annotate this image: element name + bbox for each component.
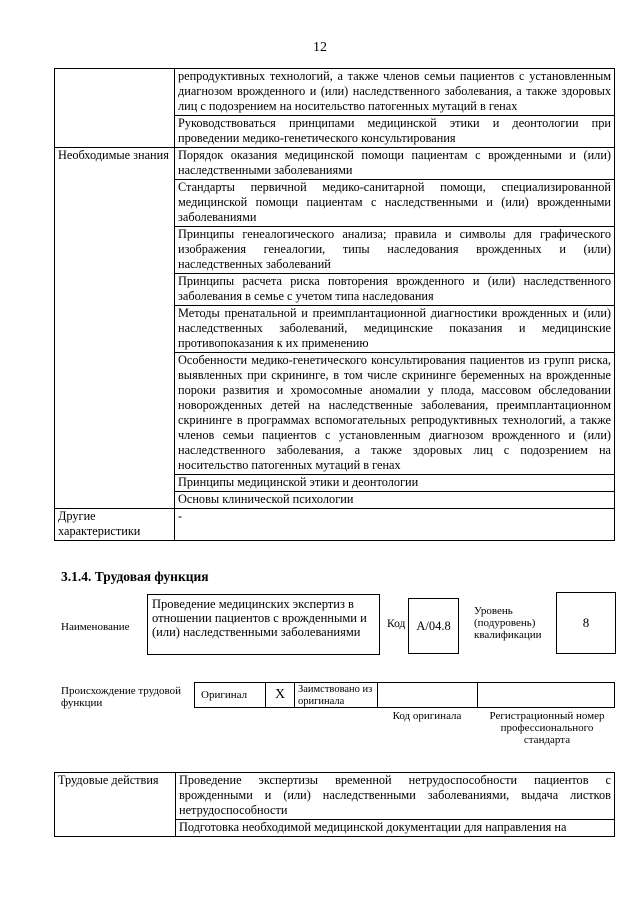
code-original-caption: Код оригинала <box>392 710 462 722</box>
row-label-knowledge: Необходимые знания <box>55 148 175 509</box>
row-text: - <box>175 509 615 541</box>
name-label: Наименование <box>61 621 130 633</box>
origin-box <box>194 682 615 708</box>
page-number: 12 <box>313 40 327 55</box>
function-name-value: Проведение медицинских экспертиз в отношении пациентов с врожденными и (или) наследственными заболеваниями <box>152 597 367 639</box>
code-value: A/04.8 <box>408 598 459 654</box>
borrowed-label: Заимствовано из оригинала <box>298 684 373 707</box>
row-label <box>55 69 175 148</box>
row-text: репродуктивных технологий, а также членов семьи пациентов с установленным диагнозом врожденного и (или) наследственного заболевания, а также здоровых лиц с подозрением на носительство патогенных мутаций в генах <box>175 69 615 116</box>
row-text: Принципы генеалогического анализа; правила и символы для графического изображения генеалогии, типы наследования врожденных и (или) наследственных заболеваний <box>175 227 615 274</box>
table-row <box>55 773 615 820</box>
row-text: Принципы медицинской этики и деонтологии <box>175 475 615 492</box>
function-name-box <box>147 594 380 655</box>
row-text: Проведение экспертизы временной нетрудоспособности пациентов с врожденными и (или) наследственными заболеваниями, выдача листков нетрудоспособности <box>176 773 615 820</box>
row-text: Стандарты первичной медико-санитарной помощи, специализированной медицинской помощи пациентам с наследственными и (или) врожденными заболеваниями <box>175 180 615 227</box>
row-text: Подготовка необходимой медицинской документации для направления на <box>176 820 615 837</box>
row-text: Принципы расчета риска повторения врожденного и (или) наследственного заболевания в семье с учетом типа наследования <box>175 274 615 306</box>
row-text: Порядок оказания медицинской помощи пациентам с врожденными и (или) наследственными заболеваниями <box>175 148 615 180</box>
row-text: Руководствоваться принципами медицинской этики и деонтологии при проведении медико-генетического консультирования <box>175 116 615 148</box>
code-label: Код <box>387 618 406 630</box>
row-text: Особенности медико-генетического консультирования пациентов из групп риска, выявленных при скрининге, в том числе скрининге беременных на врожденные пороки развития и хромосомные аномалии у плода, массовом обследовании новорожденных детей на наследственные заболевания, преимплантационном скрининге в программах вспомогательных репродуктивных технологий, а также членов семьи пациентов с установленным диагнозом врожденного и (или) наследственного заболевания, а также здоровых лиц с подозрением на носительство патогенных мутаций в генах <box>175 353 615 475</box>
table-row <box>55 69 615 116</box>
reg-number-caption: Регистрационный номер профессионального стандарта <box>489 710 605 746</box>
table-row <box>55 148 615 180</box>
knowledge-table <box>54 68 615 541</box>
section-title: 3.1.4. Трудовая функция <box>61 569 209 584</box>
table-row <box>55 509 615 541</box>
original-label: Оригинал <box>201 689 248 701</box>
origin-label: Происхождение трудовой функции <box>61 685 182 709</box>
row-text: Методы пренатальной и преимплантационной диагностики врожденных и (или) наследственных заболеваний, медицинские показания и медицинские противопоказания к их применению <box>175 306 615 353</box>
row-label-other: Другие характеристики <box>55 509 175 541</box>
original-mark: X <box>274 687 286 702</box>
row-label-actions: Трудовые действия <box>55 773 176 837</box>
level-value: 8 <box>556 592 616 654</box>
labor-actions-table <box>54 772 615 837</box>
row-text: Основы клинической психологии <box>175 492 615 509</box>
level-label: Уровень (подуровень) квалификации <box>474 605 542 641</box>
